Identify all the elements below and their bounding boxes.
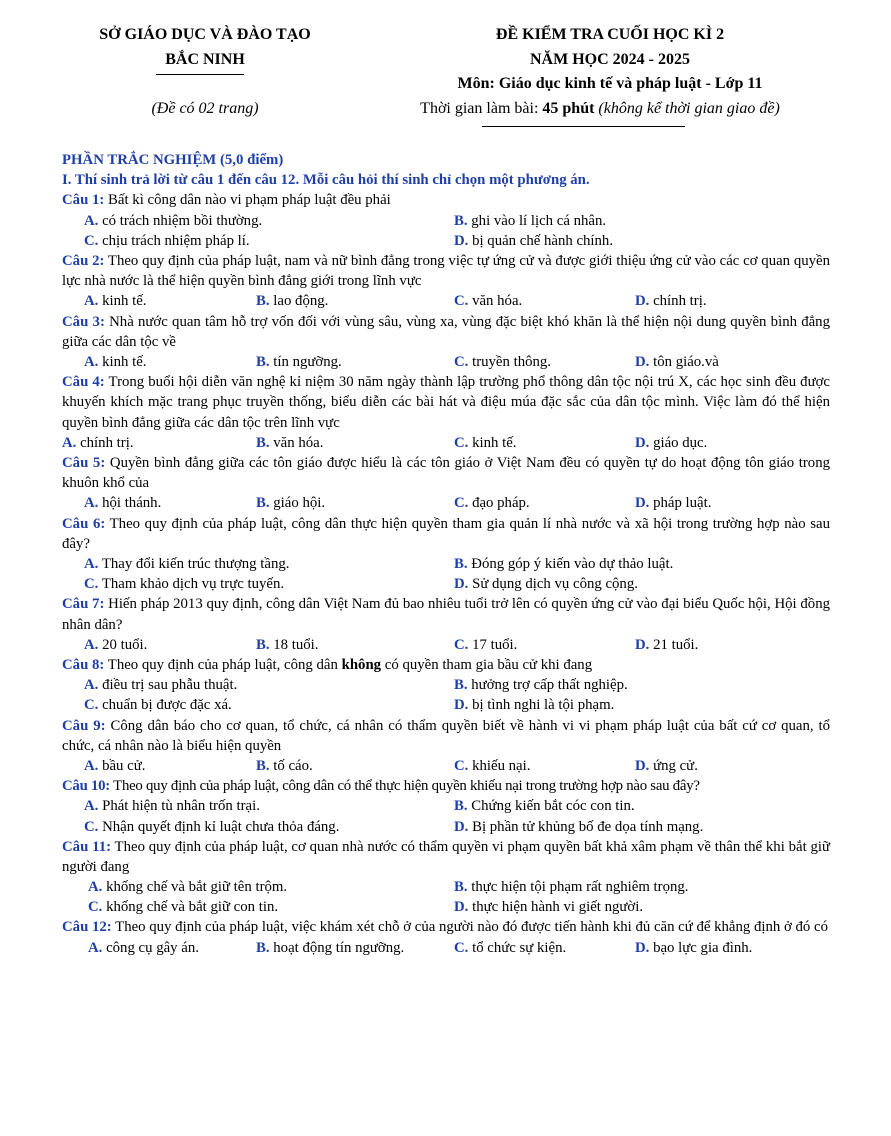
option-text: hoạt động tín ngưỡng. <box>269 939 405 956</box>
school-year: NĂM HỌC 2024 - 2025 <box>530 51 690 68</box>
option-d <box>635 433 707 453</box>
option-b <box>454 211 606 231</box>
option-label: D. <box>635 757 650 774</box>
option-d <box>454 231 613 251</box>
option-c <box>84 231 250 251</box>
header-divider-right <box>482 126 685 127</box>
question-text: Theo quy định của pháp luật, việc khám xét chỗ ở của người nào đó được tiến hành khi đủ căn cứ để khẳng định ở đó có <box>111 919 828 936</box>
option-label: D. <box>454 232 469 249</box>
option-a <box>88 877 287 897</box>
option-label: A. <box>88 879 103 896</box>
option-text: ứng cử. <box>649 757 698 774</box>
option-text: tôn giáo.và <box>649 353 719 370</box>
option-label: B. <box>256 636 270 653</box>
option-b <box>256 352 342 372</box>
option-text: Đóng góp ý kiến vào dự thảo luật. <box>467 555 674 572</box>
option-label: B. <box>256 353 270 370</box>
option-text: chính trị. <box>649 293 707 310</box>
options-row <box>62 635 830 655</box>
option-text: văn hóa. <box>468 293 523 310</box>
option-label: B. <box>256 757 270 774</box>
option-text: Phát hiện tù nhân trốn trại. <box>98 798 260 815</box>
option-b <box>256 635 319 655</box>
question-text: Trong buổi hội diễn văn nghệ kỉ niệm 30 năm ngày thành lập trường phổ thông dân tộc nội trú X, các học sinh đều được khuyến khích mặc trang phục truyền thống, biểu diễn các bài hát và điệu múa đặc sắc của dân tộc mình. Việc làm đó thể hiện quyền bình đẳng giữa các dân tộc trên lĩnh vực <box>62 374 830 431</box>
question-7 <box>62 594 830 634</box>
exam-content <box>62 150 830 958</box>
question-label: Câu 10: <box>62 778 110 795</box>
option-label: B. <box>454 798 468 815</box>
option-text: kinh tế. <box>468 434 517 451</box>
option-a <box>84 756 145 776</box>
option-d <box>635 635 698 655</box>
option-text: 17 tuổi. <box>468 636 518 653</box>
option-c <box>454 938 566 958</box>
option-label: D. <box>635 939 650 956</box>
option-c <box>454 433 516 453</box>
question-label: Câu 3: <box>62 313 105 330</box>
options-row <box>62 817 830 837</box>
option-d <box>635 493 711 513</box>
question-5 <box>62 453 830 493</box>
option-label: A. <box>62 434 77 451</box>
option-label: C. <box>454 353 469 370</box>
option-c <box>454 756 530 776</box>
option-text: ghi vào lí lịch cá nhân. <box>467 212 607 229</box>
option-label: C. <box>84 576 99 593</box>
option-text: khống chế và bắt giữ con tin. <box>102 899 279 916</box>
options-row <box>62 695 830 715</box>
option-text: giáo hội. <box>269 495 326 512</box>
options-row <box>62 897 830 917</box>
question-text: Theo quy định của pháp luật, công dân thực hiện quyền tham gia quản lí nhà nước và xã hội trong trường hợp nào sau đây? <box>62 515 831 552</box>
options-row <box>62 493 830 513</box>
options-row <box>62 796 830 816</box>
question-label: Câu 2: <box>62 252 105 269</box>
option-text: đạo pháp. <box>468 495 530 512</box>
option-label: C. <box>454 939 469 956</box>
question-text: Theo quy định của pháp luật, nam và nữ bình đẳng trong việc tự ứng cử và được giới thiệu ứng cử vào các cơ quan quyền lực nhà nước là thể hiện quyền bình đẳng giới trong lĩnh vực <box>62 252 831 290</box>
subject-line: Môn: Giáo dục kinh tế và pháp luật - Lớp 11 <box>457 75 763 92</box>
option-text: bầu cử. <box>98 757 146 774</box>
option-label: B. <box>454 879 468 896</box>
option-d <box>454 897 643 917</box>
options-row <box>62 756 830 776</box>
option-label: D. <box>454 697 469 714</box>
options-row <box>62 352 830 372</box>
option-d <box>454 817 703 837</box>
department-name: SỞ GIÁO DỤC VÀ ĐÀO TẠO <box>99 26 311 43</box>
option-text: tố cáo. <box>269 757 313 774</box>
option-label: C. <box>454 434 469 451</box>
option-label: D. <box>635 495 650 512</box>
question-text: Bất kì công dân nào vi phạm pháp luật đều phải <box>104 192 391 209</box>
option-text: hưởng trợ cấp thất nghiệp. <box>467 677 628 694</box>
option-label: B. <box>454 212 468 229</box>
question-label: Câu 9: <box>62 717 106 734</box>
option-c <box>84 695 232 715</box>
time-value: 45 phút <box>542 100 595 117</box>
option-a <box>84 211 262 231</box>
option-text: có trách nhiệm bồi thường. <box>98 212 263 229</box>
option-b <box>454 877 688 897</box>
option-label: B. <box>454 555 468 572</box>
options-row <box>62 938 830 958</box>
exam-title-block <box>360 22 860 72</box>
option-a <box>84 675 237 695</box>
option-label: D. <box>454 818 469 835</box>
option-label: D. <box>635 353 650 370</box>
option-label: C. <box>84 818 99 835</box>
option-label: D. <box>635 434 650 451</box>
section-instruction: I. Thí sinh trả lời từ câu 1 đến câu 12. Mỗi câu hỏi thí sinh chỉ chọn một phương án. <box>62 172 590 189</box>
option-label: A. <box>84 555 99 572</box>
option-b <box>256 291 328 311</box>
option-text: lao động. <box>269 293 329 310</box>
option-label: A. <box>84 353 99 370</box>
option-text: 21 tuổi. <box>649 636 699 653</box>
question-label: Câu 8: <box>62 656 105 673</box>
section-title: PHẦN TRẮC NGHIỆM (5,0 điểm) <box>62 152 284 168</box>
time-prefix: Thời gian làm bài: <box>420 100 543 117</box>
option-text: thực hiện tội phạm rất nghiêm trọng. <box>467 879 689 896</box>
option-label: A. <box>88 939 103 956</box>
question-emphasis: không <box>341 656 382 673</box>
option-label: B. <box>256 495 270 512</box>
option-label: A. <box>84 212 99 229</box>
question-text: Nhà nước quan tâm hỗ trợ vốn đối với vùng sâu, vùng xa, vùng đặc biệt khó khăn là thể hiện nội dung quyền bình đẳng giữa các dân tộc về <box>62 313 830 350</box>
option-label: A. <box>84 757 99 774</box>
option-c <box>88 897 278 917</box>
option-a <box>88 938 199 958</box>
option-c <box>454 635 517 655</box>
option-text: tổ chức sự kiện. <box>468 939 567 956</box>
option-text: Sử dụng dịch vụ công cộng. <box>468 576 638 593</box>
option-d <box>635 756 698 776</box>
option-label: C. <box>88 899 103 916</box>
option-label: A. <box>84 293 99 310</box>
header-divider-left <box>156 74 244 75</box>
option-text: bị quản chế hành chính. <box>468 232 614 249</box>
option-a <box>84 352 146 372</box>
options-row <box>62 433 830 453</box>
option-label: D. <box>635 293 650 310</box>
option-text: chính trị. <box>76 434 134 451</box>
question-12 <box>62 917 830 937</box>
option-label: C. <box>454 757 469 774</box>
option-label: B. <box>256 293 270 310</box>
option-label: A. <box>84 495 99 512</box>
question-label: Câu 12: <box>62 919 112 936</box>
question-10 <box>62 776 830 796</box>
option-text: truyền thông. <box>468 353 551 370</box>
question-4 <box>62 372 830 433</box>
option-a <box>62 433 134 453</box>
option-label: B. <box>256 939 270 956</box>
option-label: C. <box>84 697 99 714</box>
province-name: BẮC NINH <box>165 51 245 68</box>
option-text: chuẩn bị được đặc xá. <box>98 697 232 714</box>
question-text: Công dân báo cho cơ quan, tổ chức, cá nhân có thẩm quyền biết về hành vi vi phạm pháp luật của bất cứ cơ quan, tổ chức, cá nhân nào là biểu hiện quyền <box>62 717 830 754</box>
option-text: Nhận quyết định kỉ luật chưa thỏa đáng. <box>98 818 340 835</box>
question-11 <box>62 837 830 877</box>
option-text: 18 tuổi. <box>269 636 319 653</box>
option-text: 20 tuổi. <box>98 636 148 653</box>
option-c <box>454 291 522 311</box>
option-text: điều trị sau phẫu thuật. <box>98 677 238 694</box>
option-label: A. <box>84 798 99 815</box>
option-b <box>454 554 673 574</box>
question-text-start: Theo quy định của pháp luật, công dân <box>104 656 342 673</box>
option-text: chịu trách nhiệm pháp lí. <box>98 232 250 249</box>
option-text: hội thánh. <box>98 495 162 512</box>
option-b <box>454 675 628 695</box>
question-label: Câu 4: <box>62 374 105 391</box>
option-label: C. <box>454 495 469 512</box>
question-label: Câu 11: <box>62 838 112 855</box>
question-9 <box>62 716 830 756</box>
option-text: pháp luật. <box>649 495 712 512</box>
question-label: Câu 7: <box>62 596 105 613</box>
question-6 <box>62 514 830 554</box>
option-text: kinh tế. <box>98 353 147 370</box>
option-label: B. <box>454 677 468 694</box>
option-c <box>84 574 284 594</box>
option-text: văn hóa. <box>269 434 324 451</box>
option-b <box>256 493 325 513</box>
options-row <box>62 211 830 231</box>
option-d <box>635 291 707 311</box>
question-text: Theo quy định của pháp luật, công dân có thể thực hiện quyền khiếu nại trong trường hợp nào sau đây? <box>110 778 700 795</box>
option-label: A. <box>84 636 99 653</box>
option-text: Thay đổi kiến trúc thượng tầng. <box>98 555 290 572</box>
option-c <box>84 817 339 837</box>
options-row <box>62 675 830 695</box>
question-8 <box>62 655 830 675</box>
option-text: tín ngưỡng. <box>269 353 342 370</box>
option-c <box>454 493 530 513</box>
options-row <box>62 554 830 574</box>
option-label: B. <box>256 434 270 451</box>
question-label: Câu 5: <box>62 454 106 471</box>
option-a <box>84 635 147 655</box>
time-line <box>310 100 890 118</box>
question-label: Câu 1: <box>62 192 105 209</box>
option-a <box>84 493 161 513</box>
option-text: khiếu nại. <box>468 757 531 774</box>
option-a <box>84 291 146 311</box>
option-d <box>454 695 614 715</box>
option-label: C. <box>454 636 469 653</box>
option-text: kinh tế. <box>98 293 147 310</box>
question-text: Quyền bình đẳng giữa các tôn giáo được hiểu là các tôn giáo ở Việt Nam đều có quyền tự do hoạt động tôn giáo trong khuôn khổ của <box>62 454 830 492</box>
option-b <box>256 938 404 958</box>
exam-title: ĐỀ KIỂM TRA CUỐI HỌC KÌ 2 <box>495 26 725 43</box>
option-text: Tham khảo dịch vụ trực tuyến. <box>98 576 285 593</box>
question-3 <box>62 312 830 352</box>
question-text: có quyền tham gia bầu cử khi đang <box>381 656 593 673</box>
option-label: C. <box>84 232 99 249</box>
option-text: giáo dục. <box>649 434 708 451</box>
option-text: bạo lực gia đình. <box>649 939 753 956</box>
question-text: Hiến pháp 2013 quy định, công dân Việt Nam đủ bao nhiêu tuổi trở lên có quyền ứng cử vào đại biểu Quốc hội, Hội đồng nhân dân? <box>62 596 830 633</box>
option-label: D. <box>454 576 469 593</box>
options-row <box>62 291 830 311</box>
option-c <box>454 352 551 372</box>
question-2 <box>62 251 830 291</box>
option-label: D. <box>635 636 650 653</box>
option-text: khống chế và bắt giữ tên trộm. <box>102 879 288 896</box>
option-d <box>635 352 719 372</box>
option-text: công cụ gây án. <box>102 939 199 956</box>
option-text: bị tình nghi là tội phạm. <box>468 697 615 714</box>
options-row <box>62 574 830 594</box>
option-text: thực hiện hành vi giết người. <box>468 899 644 916</box>
option-label: C. <box>454 293 469 310</box>
option-a <box>84 796 260 816</box>
option-label: A. <box>84 677 99 694</box>
option-label: D. <box>454 899 469 916</box>
department-block <box>60 22 350 72</box>
option-a <box>84 554 289 574</box>
time-note: (không kể thời gian giao đề) <box>594 100 780 117</box>
question-label: Câu 6: <box>62 515 106 532</box>
option-text: Chứng kiến bắt cóc con tin. <box>467 798 635 815</box>
question-text: Theo quy định của pháp luật, cơ quan nhà nước có thẩm quyền vi phạm quyền bất khả xâm phạm về thân thể khi bắt giữ người đang <box>62 838 831 875</box>
option-b <box>454 796 635 816</box>
question-1 <box>62 190 830 210</box>
option-b <box>256 756 313 776</box>
option-b <box>256 433 323 453</box>
options-row <box>62 231 830 251</box>
option-d <box>454 574 638 594</box>
option-text: Bị phần tử khủng bố đe dọa tính mạng. <box>468 818 704 835</box>
pages-note: (Đề có 02 trang) <box>151 100 259 117</box>
options-row <box>62 877 830 897</box>
option-d <box>635 938 752 958</box>
